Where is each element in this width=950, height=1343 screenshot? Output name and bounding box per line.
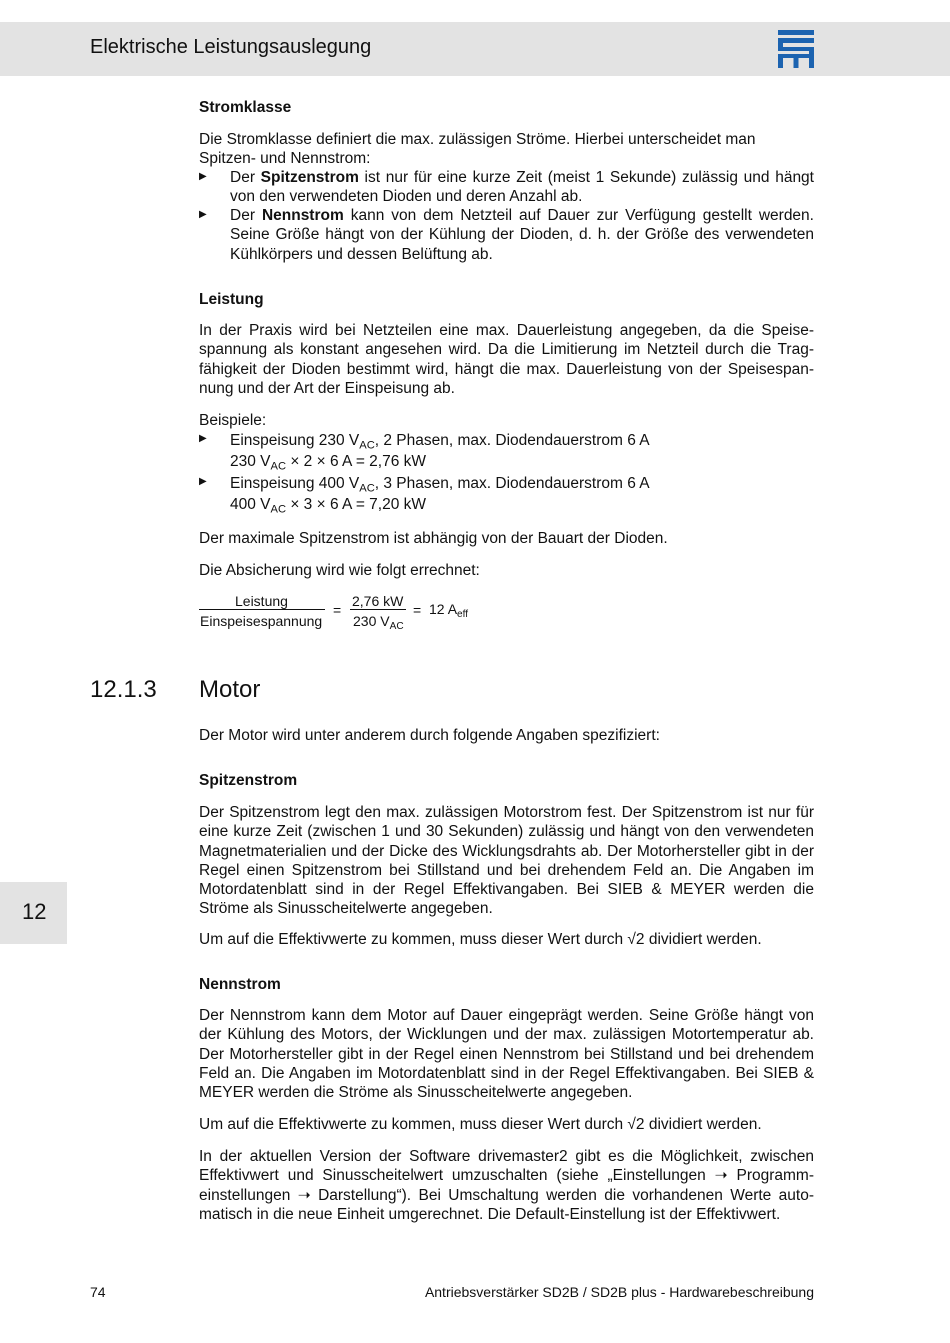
section-title: Motor (199, 676, 261, 703)
formula-numerator-2: 2,76 kW (352, 593, 404, 609)
example1-calc: 230 $V_{AC} \times 2 \times 6$ A = 2,76 kW (230, 453, 427, 473)
bullet-bold-term: Nennstrom (261, 207, 344, 224)
triangle-right-icon: ▶ (199, 209, 207, 220)
software-paragraph: In der aktuellen Version der Software drivemaster2 gibt es die Möglichkeit, zwischen Effektivwert und Sinusscheitelwert umzuschalten (siehe „Einstellungen ➝ Programmeinstellungen ➝ Darstellung“). Bei Umschaltung werden die vorhandenen Werte automatisch in die neue Einheit umgerechnet. Die Default-Einstellung ist der Effektivwert. (199, 1148, 814, 1223)
spitzenstrom-effective-note: Um auf die Effektivwerte zu kommen, muss dieser Wert durch √2 dividiert werden. (199, 931, 762, 948)
page-number: 74 (90, 1284, 106, 1300)
formula-denominator-1: Einspeisespannung (200, 613, 323, 629)
formula-numerator-1: Leistung (235, 593, 288, 609)
stromklasse-heading: Stromklasse (199, 99, 292, 116)
bullet-text: Der (230, 207, 262, 224)
bullet-text: Der (230, 169, 261, 186)
formula-result: 12 $A_{eff}$ (429, 601, 469, 621)
spitzenstrom-paragraph: Der Spitzenstrom legt den max. zulässigen Motorstrom fest. Der Spitzenstrom ist nur für eine kurze Zeit (zwischen 1 und 30 Sekunden) zulässig und hängt von den verwendeten Magnetmaterialien und der Dicke des Wicklungsdrahts ab. Der Motorhersteller gibt in der Regel einen Spitzenstrom bei Stillstand und bei drehendem Feld an. Die Angaben im Motordatenblatt sind in der Regel Effektivangaben. Bei SIEB & MEYER werden die Ströme als Sinusscheitelwerte angegeben. (199, 804, 814, 918)
fraction-line (350, 609, 406, 610)
leistung-heading: Leistung (199, 291, 264, 308)
nennstrom-heading: Nennstrom (199, 976, 281, 993)
triangle-right-icon: ▶ (199, 171, 207, 182)
chapter-tab (0, 882, 67, 944)
triangle-right-icon: ▶ (199, 476, 207, 487)
formula-equals: = (413, 602, 422, 618)
section-number: 12.1.3 (90, 676, 157, 703)
stromklasse-intro-line1: Die Stromklasse definiert die max. zulässigen Ströme. Hierbei unterscheidet man (199, 131, 756, 148)
peak-note: Der maximale Spitzenstrom ist abhängig von der Bauart der Dioden. (199, 530, 668, 547)
triangle-right-icon: ▶ (199, 433, 207, 444)
leistung-paragraph: In der Praxis wird bei Netzteilen eine max. Dauerleistung angegeben, da die Speisespannung als konstant angesehen wird. Da die Limitierung im Netzteil durch die Tragfähigkeit der Dioden bestimmt wird, hängt die max. Dauerleistung von der Speisespannung und der Art der Einspeisung ab. (199, 322, 814, 397)
page-title: Elektrische Leistungsauslegung (90, 36, 372, 58)
document-title: Antriebsverstärker SD2B / SD2B plus - Hardwarebeschreibung (424, 1284, 814, 1300)
chapter-tab-label: 12 (22, 899, 47, 924)
motor-intro: Der Motor wird unter anderem durch folgende Angaben spezifiziert: (199, 727, 660, 744)
bullet-bold-term: Spitzenstrom (260, 169, 359, 186)
nennstrom-paragraph: Der Nennstrom kann dem Motor auf Dauer eingeprägt werden. Seine Größe hängt von der Kühlung des Motors, der Wicklungen und der max. zulässigen Motortemperatur ab. Der Motorhersteller gibt in der Regel einen Nennstrom bei Stillstand und bei drehendem Feld an. Die Angaben im Motordatenblatt sind in der Regel Effektivangaben. Bei SIEB & MEYER werden die Ströme als Sinusscheitelwerte angegeben. (199, 1007, 814, 1102)
nennstrom-effective-note: Um auf die Effektivwerte zu kommen, muss dieser Wert durch √2 dividiert werden. (199, 1116, 762, 1133)
bullet-text: kann von dem Netzteil auf Dauer zur Verfügung gestellt werden. Seine Größe hängt von der Kühlung der Dioden, d. h. der Größe des verwendeten Kühlkörpers und dessen Belüftung ab. (230, 207, 814, 263)
company-logo (778, 30, 814, 68)
example2-line1: Einspeisung 400 $V_{AC}$, 3 Phasen, max. Diodendauerstrom 6 A (230, 475, 650, 495)
example2-calc: 400 $V_{AC} \times 3 \times 6$ A = 7,20 kW (230, 496, 427, 516)
spitzenstrom-heading: Spitzenstrom (199, 772, 298, 789)
example1-line1: Einspeisung 230 $V_{AC}$, 2 Phasen, max. Diodendauerstrom 6 A (230, 432, 650, 452)
fraction-line (199, 609, 325, 610)
stromklasse-intro-line2: Spitzen- und Nennstrom: (199, 150, 371, 167)
bullet-text: ist nur für eine kurze Zeit (meist 1 Sekunde) zulässig und hängt von den verwendeten Dioden und deren Anzahl ab. (230, 169, 814, 206)
formula-equals: = (333, 602, 342, 618)
formula-denominator-2: 230 $V_{AC}$ (353, 613, 404, 633)
examples-label: Beispiele: (199, 412, 267, 429)
fuse-note: Die Absicherung wird wie folgt errechnet: (199, 562, 480, 579)
